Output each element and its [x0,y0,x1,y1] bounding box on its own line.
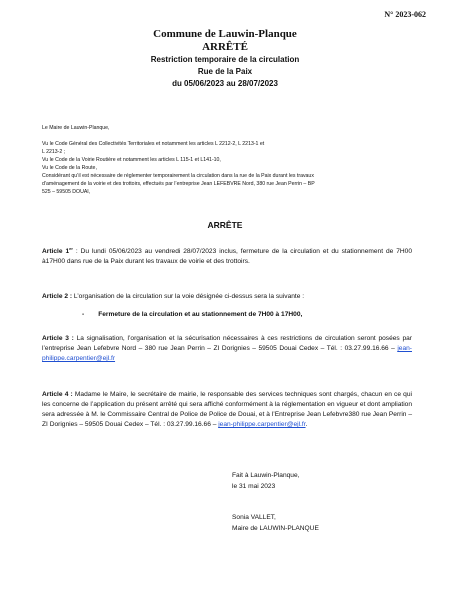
list-dash: - [82,311,85,318]
signature-signer [232,512,319,534]
email-link[interactable]: jean-philippe.carpentier@ejl.fr [42,345,412,362]
visa-line: Considérant qu’il est nécessaire de réglementer temporairement la circulation dans la rue de la Paix durant les travaux [42,173,314,179]
article-3-label: Article 3 : [42,335,74,342]
article-2 [42,292,412,302]
article-1 [42,244,412,267]
maire-line: Le Maire de Lauwin-Planque, [42,125,110,131]
arrete-heading: ARRÊTÉ [202,41,248,53]
visa-line: Vu le Code Général des Collectivités Territoriales et notamment les articles L 2212-2, L 2213-1 et [42,141,265,147]
visa-line: d’aménagement de la voirie et des trottoirs, effectués par l’entreprise Jean LEFEBVRE Nord, 380 rue Jean Perrin – BP [42,181,315,187]
article-2-list-item [82,311,302,318]
document-header [80,28,370,90]
arrete-section-title: ARRÊTE [207,220,243,230]
article-2-text: L’organisation de la circulation sur la voie désignée ci-dessus sera la suivante : [72,293,305,300]
article-2-label: Article 2 : [42,293,73,300]
visas-block [42,124,412,196]
article-1-text: : Du lundi 05/06/2023 au vendredi 28/07/2023 inclus, fermeture de la circulation et du stationnement de 7H00 à17H00 dans rue de la Paix durant les travaux de voirie et des trottoirs. [42,248,412,266]
signer-title: Maire de LAUWIN-PLANQUE [232,525,319,532]
article-3 [42,334,412,364]
article-4-text: Madame le Maire, le secrétaire de mairie, le responsable des services techniques sont chargés, chacun en ce qui les concerne de l’application du présent arrêté qui sera affiché conformément à la réglementation en vigueur et dont ampliation sera adressée à M. le Commissaire Central de Police de Police de Douai, et à l’Entreprise Jean Lefebvre380 rue Jean Perrin – ZI Dorignies – 59505 Douai Cedex – Tél. : 03.27.99.16.66 – [42,391,412,428]
dates-line: du 05/06/2023 au 28/07/2023 [172,79,278,88]
visa-line: Vu le Code de la Route, [42,165,97,171]
article-4 [42,390,412,430]
list-item-text: Fermeture de la circulation et au stationnement de 7H00 à 17H00, [98,311,303,318]
commune-name: Commune de Lauwin-Planque [153,28,297,40]
street-line: Rue de la Paix [197,67,253,76]
visa-line: L 2213-2 ; [42,149,66,155]
article-1-label: Article 1er [42,246,73,256]
article-4-end: . [305,421,308,428]
subject-line: Restriction temporaire de la circulation [150,55,300,64]
email-link[interactable]: jean-philippe.carpentier@ejl.fr [218,421,306,428]
signer-name: Sonia VALLET, [232,514,276,521]
article-3-text: La signalisation, l’organisation et la sécurisation nécessaires à ces restrictions de circulation seront posées par l’entreprise Jean Lefebvre Nord – 380 rue Jean Perrin – ZI Dorignies – 59505 Douai Cedex – Tél. : 03.27.99.16.66 – [42,335,412,352]
visa-line: 525 – 59505 DOUAI, [42,189,91,195]
signature-date: le 31 mai 2023 [232,483,276,490]
reference-number: N° 2023-062 [384,10,426,19]
article-4-label: Article 4 : [42,391,73,398]
signature-place-date [232,470,299,492]
visa-line: Vu le Code de la Voirie Routière et notamment les articles L 115-1 et L141-10, [42,157,221,163]
signature-place: Fait à Lauwin-Planque, [232,472,300,479]
